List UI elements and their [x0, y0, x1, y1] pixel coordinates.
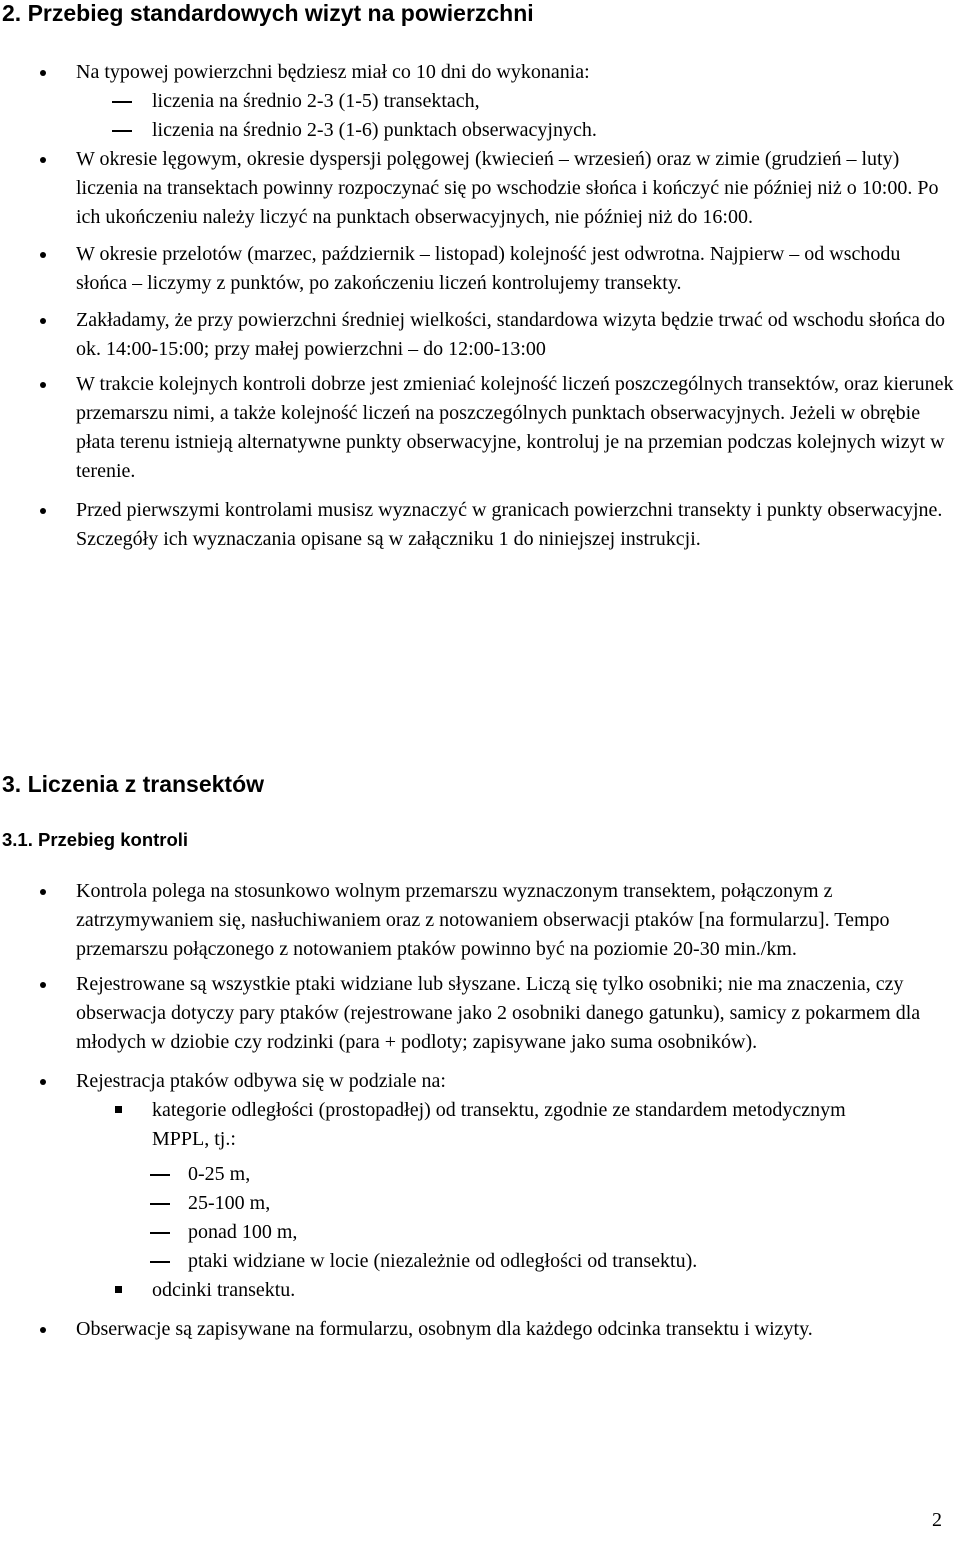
bullet-text: Kontrola polega na stosunkowo wolnym przemarszu wyznaczonym transektem, połączonym z zatrzymywaniem się, nasłuchiwaniem oraz z notowaniem obserwacji ptaków [na formularzu]. Tempo przemarszu połączonego z notowaniem ptaków powinno być na poziomie 20-30 min./km.	[76, 880, 890, 960]
bullet-text: Na typowej powierzchni będziesz miał co 10 dni do wykonania:	[76, 61, 590, 83]
sublist-item	[0, 1218, 960, 1247]
sublist-text: 0-25 m,	[188, 1163, 251, 1185]
section-3-heading: 3. Liczenia z transektów	[2, 771, 265, 797]
list-item	[0, 970, 960, 1057]
list-item	[0, 496, 960, 554]
bullet-text: W okresie lęgowym, okresie dyspersji polęgowej (kwiecień – wrzesień) oraz w zimie (grudzień – luty) liczenia na transektach powinny rozpoczynać się po wschodzie słońca i kończyć nie później niż o 10:00. Po ich ukończeniu należy liczyć na punktach obserwacyjnych, nie później niż do 16:00.	[76, 148, 939, 228]
dash-bullet-icon	[150, 1232, 170, 1234]
square-sublist	[0, 1096, 960, 1305]
sublist-text: ponad 100 m,	[188, 1221, 298, 1243]
section-2-heading: 2. Przebieg standardowych wizyt na powierzchni	[2, 0, 534, 26]
sublist-item	[0, 1160, 960, 1189]
bullet-dot-icon	[40, 889, 46, 895]
list-item	[0, 58, 960, 145]
sublist-item	[0, 116, 960, 145]
bullet-dot-icon	[40, 982, 46, 988]
list-item	[0, 306, 960, 364]
square-bullet-icon	[115, 1106, 122, 1113]
sublist-text: liczenia na średnio 2-3 (1-5) transektach,	[152, 90, 480, 112]
sublist-item	[0, 1096, 960, 1276]
square-bullet-icon	[115, 1286, 122, 1293]
list-item	[0, 370, 960, 486]
sublist-item	[0, 1247, 960, 1276]
list-item	[0, 240, 960, 298]
page-number: 2	[932, 1509, 942, 1531]
bullet-dot-icon	[40, 157, 46, 163]
sublist-item	[0, 1276, 960, 1305]
list-item	[0, 1315, 960, 1344]
sublist-text: odcinki transektu.	[152, 1279, 296, 1301]
bullet-dot-icon	[40, 318, 46, 324]
section-3-bullet-list	[0, 877, 960, 1344]
sublist-text: ptaki widziane w locie (niezależnie od odległości od transektu).	[188, 1250, 698, 1272]
dash-bullet-icon	[150, 1203, 170, 1205]
dash-bullet-icon	[150, 1174, 170, 1176]
bullet-text: Rejestracja ptaków odbywa się w podziale na:	[76, 1070, 446, 1092]
sublist-item	[0, 87, 960, 116]
list-item	[0, 145, 960, 232]
bullet-dot-icon	[40, 508, 46, 514]
bullet-text: Zakładamy, że przy powierzchni średniej wielkości, standardowa wizyta będzie trwać od wschodu słońca do ok. 14:00-15:00; przy małej powierzchni – do 12:00-13:00	[76, 309, 945, 360]
dash-bullet-icon	[112, 101, 132, 103]
bullet-dot-icon	[40, 1327, 46, 1333]
bullet-text: W okresie przelotów (marzec, październik – listopad) kolejność jest odwrotna. Najpierw – od wschodu słońca – liczymy z punktów, po zakończeniu liczeń kontrolujemy transekty.	[76, 243, 901, 294]
list-item	[0, 877, 960, 964]
dash-sublist	[76, 87, 960, 145]
section-2-bullet-list	[0, 58, 960, 554]
sublist-text: 25-100 m,	[188, 1192, 271, 1214]
sublist-text: kategorie odległości (prostopadłej) od transektu, zgodnie ze standardem metodycznym MPPL, tj.:	[152, 1099, 846, 1150]
list-item	[0, 1067, 960, 1305]
sublist-text: liczenia na średnio 2-3 (1-6) punktach obserwacyjnych.	[152, 119, 597, 141]
section-3-1-heading: 3.1. Przebieg kontroli	[2, 829, 189, 850]
bullet-text: Rejestrowane są wszystkie ptaki widziane lub słyszane. Liczą się tylko osobniki; nie ma znaczenia, czy obserwacja dotyczy pary ptaków (rejestrowane jako 2 osobniki danego gatunku), samicy z pokarmem dla młodych w dziobie czy rodzinki (para + podloty; zapisywane jako suma osobników).	[76, 973, 921, 1053]
bullet-dot-icon	[40, 1079, 46, 1085]
dash-sublist	[0, 1160, 960, 1276]
bullet-text: W trakcie kolejnych kontroli dobrze jest zmieniać kolejność liczeń poszczególnych transektów, oraz kierunek przemarszu nimi, a także kolejność liczeń na poszczególnych punktach obserwacyjnych. Jeżeli w obrębie płata terenu istnieją alternatywne punkty obserwacyjne, kontroluj je na przemian podczas kolejnych wizyt w terenie.	[76, 373, 954, 482]
bullet-text: Przed pierwszymi kontrolami musisz wyznaczyć w granicach powierzchni transekty i punkty obserwacyjne. Szczegóły ich wyznaczania opisane są w załączniku 1 do niniejszej instrukcji.	[76, 499, 943, 550]
bullet-dot-icon	[40, 382, 46, 388]
bullet-dot-icon	[40, 70, 46, 76]
dash-bullet-icon	[112, 130, 132, 132]
bullet-dot-icon	[40, 252, 46, 258]
dash-bullet-icon	[150, 1261, 170, 1263]
sublist-item	[0, 1189, 960, 1218]
bullet-text: Obserwacje są zapisywane na formularzu, osobnym dla każdego odcinka transektu i wizyty.	[76, 1318, 813, 1340]
